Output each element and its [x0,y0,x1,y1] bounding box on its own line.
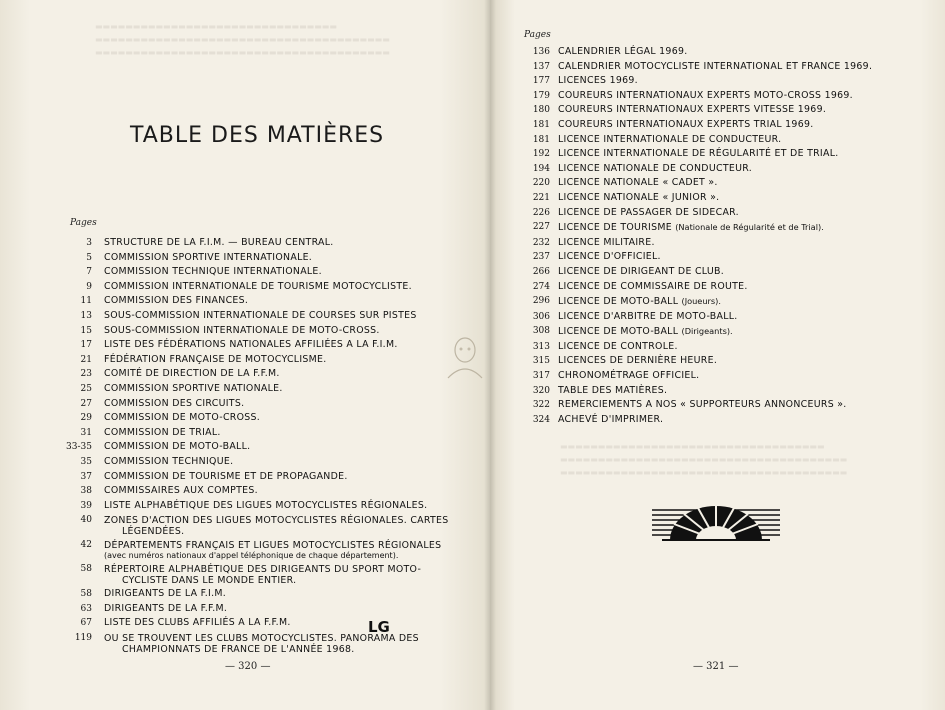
toc-entry-title: ACHEVÉ D'IMPRIMER. [558,413,664,425]
left-toc-list [40,236,470,656]
toc-entry [40,280,470,295]
toc-page-number: 306 [532,311,550,322]
toc-entry-text [104,587,470,602]
toc-entry [40,324,470,339]
toc-page-number: 313 [532,341,550,352]
toc-entry [40,587,470,602]
toc-page-number: 3 [86,238,92,248]
toc-entry-text [558,236,932,251]
show-through-text: ▬▬▬▬▬▬▬▬▬▬▬▬▬▬▬▬▬▬▬▬▬▬▬▬▬▬▬▬▬▬▬▬ ▬▬▬▬▬▬▬▬▬▬▬▬▬▬▬▬▬▬▬▬▬▬▬▬▬▬▬▬▬▬▬▬▬▬▬▬▬▬▬ ▬▬▬▬▬▬▬▬▬▬▬▬▬▬▬▬▬▬▬▬▬▬▬▬▬▬▬▬▬▬▬▬▬▬▬▬▬▬▬ [95,22,390,57]
toc-entry [522,191,932,206]
toc-entry-text [558,45,932,60]
toc-entry-title: COMMISSION SPORTIVE NATIONALE. [104,382,283,394]
toc-entry-title: LICENCE DE PASSAGER DE SIDECAR. [558,206,739,218]
toc-page-number: 194 [532,163,550,174]
toc-page-number: 181 [532,134,550,145]
toc-entry-text [104,515,470,537]
toc-entry [40,440,470,455]
toc-entry [40,631,470,656]
toc-entry-text [558,280,932,295]
lg-stamp: LG [368,618,390,636]
portrait-icon [440,330,490,380]
toc-page-number: 7 [86,267,92,278]
toc-entry-text [558,162,932,177]
toc-entry [40,426,470,441]
toc-entry [522,89,932,104]
toc-entry-title: COMMISSION TECHNIQUE. [104,455,234,467]
toc-entry [40,382,470,397]
toc-page-number: 15 [80,325,92,336]
toc-entry-title: LISTE DES FÉDÉRATIONS NATIONALES AFFILIÉES A LA F.I.M. [104,339,398,351]
toc-entry [522,265,932,280]
toc-page-number: 31 [80,427,92,438]
toc-entry-text [558,369,932,384]
toc-page-number: 58 [80,589,92,600]
toc-entry-text [104,338,470,353]
toc-entry-title: LICENCE NATIONALE « JUNIOR ». [558,191,720,203]
toc-entry-text [104,602,470,617]
toc-entry [522,250,932,265]
toc-entry-text [104,616,470,631]
toc-entry-text [104,440,470,455]
toc-entry-text [558,354,932,369]
toc-entry-title: COMMISSION DE MOTO-CROSS. [104,412,261,424]
toc-entry-title: CHRONOMÉTRAGE OFFICIEL. [558,370,700,382]
toc-entry-title: COMMISSION DE TRIAL. [104,426,221,438]
toc-entry [40,513,470,538]
toc-entry-text [558,384,932,399]
toc-page-number: 221 [532,192,550,203]
toc-page-number: 227 [532,222,550,233]
toc-page-number: 17 [80,340,92,351]
toc-page-number: 9 [86,281,92,292]
toc-entry [40,397,470,412]
toc-entry-text [558,413,932,428]
toc-entry [40,309,470,324]
toc-entry-title: LICENCE NATIONALE « CADET ». [558,177,718,189]
toc-entry [522,206,932,221]
toc-entry [40,538,470,562]
toc-entry-title: LICENCE INTERNATIONALE DE CONDUCTEUR. [558,133,782,145]
toc-entry-text [104,236,470,251]
toc-page-number: 308 [532,326,550,337]
toc-entry-title: COMMISSION DE TOURISME ET DE PROPAGANDE. [104,470,348,482]
toc-page-number: 37 [80,471,92,482]
toc-entry-title: LISTE ALPHABÉTIQUE DES LIGUES MOTOCYCLISTES RÉGIONALES. [104,499,428,511]
toc-entry-title: DÉPARTEMENTS FRANÇAIS ET LIGUES MOTOCYCLISTES RÉGIONALES [104,540,442,552]
toc-entry [522,413,932,428]
toc-entry [40,338,470,353]
toc-entry [522,162,932,177]
toc-entry-title: LICENCE DE COMMISSAIRE DE ROUTE. [558,280,748,292]
toc-entry [522,74,932,89]
toc-entry-title: OU SE TROUVENT LES CLUBS MOTOCYCLISTES. PANORAMA DES [104,633,419,645]
toc-entry [40,294,470,309]
toc-entry [40,411,470,426]
toc-entry-title: LICENCES 1969. [558,75,638,87]
toc-entry-text [104,633,470,655]
toc-entry-note: (Joueurs). [681,296,721,307]
toc-entry-text [558,310,932,325]
pages-column-label: Pages [524,30,551,40]
toc-entry-title: LICENCE DE DIRIGEANT DE CLUB. [558,265,725,277]
toc-entry-text [104,265,470,280]
toc-entry-text [104,426,470,441]
toc-entry [522,220,932,236]
toc-entry-title: LICENCE DE MOTO-BALL [558,326,679,338]
toc-entry [522,147,932,162]
toc-entry [40,265,470,280]
toc-page-number: 27 [80,398,92,409]
toc-entry-title: COUREURS INTERNATIONAUX EXPERTS VITESSE 1969. [558,104,827,116]
toc-entry-text [104,382,470,397]
toc-entry-title: COMMISSION DES CIRCUITS. [104,397,245,409]
toc-entry [40,470,470,485]
toc-entry-title: LICENCE INTERNATIONALE DE RÉGULARITÉ ET DE TRIAL. [558,148,839,160]
toc-page-number: 179 [532,90,550,101]
toc-entry-note: (Dirigeants). [681,326,733,337]
toc-entry-text [104,499,470,514]
toc-entry-note: (Nationale de Régularité et de Trial). [675,222,824,233]
toc-entry-text [558,133,932,148]
toc-entry-title: SOUS-COMMISSION INTERNATIONALE DE COURSES SUR PISTES [104,309,417,321]
toc-entry [522,369,932,384]
toc-entry [522,133,932,148]
toc-page-number: 40 [80,515,92,526]
toc-page-number: 33-35 [66,442,92,453]
toc-entry [40,616,470,631]
toc-entry-text [558,176,932,191]
toc-page-number: 320 [532,385,550,396]
toc-entry-title: COMMISSION TECHNIQUE INTERNATIONALE. [104,266,322,278]
toc-entry-title: LICENCE D'OFFICIEL. [558,251,661,263]
toc-entry [40,562,470,587]
right-page-number: — 321 — [693,661,739,672]
toc-entry-continuation: LÉGENDÉES. [122,526,185,538]
toc-page-number: 296 [532,296,550,307]
toc-entry [40,484,470,499]
toc-entry-text [104,353,470,368]
toc-entry [40,251,470,266]
page-title: TABLE DES MATIÈRES [130,123,385,148]
toc-entry-text [558,118,932,133]
toc-page-number: 137 [532,61,550,72]
toc-entry-text [558,103,932,118]
toc-entry-continuation: CHAMPIONNATS DE FRANCE DE L'ANNÉE 1968. [122,644,355,656]
toc-entry [522,340,932,355]
toc-entry [522,60,932,75]
toc-page-number: 232 [532,237,550,248]
toc-entry [522,176,932,191]
toc-entry-text [558,398,932,413]
toc-entry-title: SOUS-COMMISSION INTERNATIONALE DE MOTO-CROSS. [104,324,380,336]
toc-entry-text [558,206,932,221]
toc-entry-title: LICENCE NATIONALE DE CONDUCTEUR. [558,162,752,174]
right-toc-list [522,45,932,427]
toc-entry-note: (avec numéros nationaux d'appel téléphonique de chaque département). [104,551,399,561]
sunrise-emblem-icon [652,504,780,544]
toc-page-number: 324 [532,414,550,425]
toc-entry-text [104,309,470,324]
toc-entry-text [558,324,932,340]
toc-page-number: 13 [80,310,92,321]
toc-page-number: 322 [532,400,550,411]
toc-entry-title: COMMISSAIRES AUX COMPTES. [104,485,258,497]
toc-entry [522,310,932,325]
toc-entry [522,118,932,133]
toc-entry-text [558,250,932,265]
toc-entry-text [104,397,470,412]
toc-entry-title: TABLE DES MATIÈRES. [558,384,668,396]
toc-page-number: 42 [80,540,92,551]
toc-entry-text [104,564,470,586]
toc-page-number: 136 [532,47,550,57]
toc-entry-text [558,191,932,206]
toc-page-number: 67 [80,618,92,629]
toc-entry-title: LICENCES DE DERNIÈRE HEURE. [558,355,718,367]
toc-entry-title: LICENCE MILITAIRE. [558,236,655,248]
toc-page-number: 317 [532,371,550,382]
left-page-number: — 320 — [225,661,271,672]
toc-entry-text [104,251,470,266]
toc-entry-title: LICENCE DE TOURISME [558,222,672,234]
toc-entry-title: COUREURS INTERNATIONAUX EXPERTS TRIAL 1969. [558,118,814,130]
toc-entry-title: DIRIGEANTS DE LA F.F.M. [104,602,228,614]
toc-entry [40,353,470,368]
show-through-text: ▬▬▬▬▬▬▬▬▬▬▬▬▬▬▬▬▬▬▬▬▬▬▬▬▬▬▬▬▬▬▬▬▬▬▬ ▬▬▬▬▬▬▬▬▬▬▬▬▬▬▬▬▬▬▬▬▬▬▬▬▬▬▬▬▬▬▬▬▬▬▬▬▬▬ ▬▬▬▬▬▬▬▬▬▬▬▬▬▬▬▬▬▬▬▬▬▬▬▬▬▬▬▬▬▬▬▬▬▬▬▬▬▬ [560,442,848,477]
toc-page-number: 29 [80,413,92,424]
toc-entry-text [558,265,932,280]
toc-entry-title: COUREURS INTERNATIONAUX EXPERTS MOTO-CROSS 1969. [558,89,853,101]
toc-entry-title: DIRIGEANTS DE LA F.I.M. [104,588,227,600]
toc-entry-text [104,484,470,499]
toc-entry-text [558,294,932,310]
toc-page-number: 25 [80,383,92,394]
toc-entry-text [558,147,932,162]
toc-entry-text [104,411,470,426]
toc-page-number: 180 [532,105,550,116]
toc-entry-title: CALENDRIER MOTOCYCLISTE INTERNATIONAL ET FRANCE 1969. [558,60,873,72]
toc-page-number: 274 [532,281,550,292]
toc-entry [522,398,932,413]
toc-entry [40,455,470,470]
toc-page-number: 58 [80,564,92,575]
toc-page-number: 226 [532,207,550,218]
toc-entry [40,236,470,251]
toc-entry-title: CALENDRIER LÉGAL 1969. [558,46,688,57]
toc-entry-title: COMMISSION DES FINANCES. [104,295,249,307]
toc-entry-text [104,294,470,309]
toc-entry-text [558,60,932,75]
toc-entry-title: STRUCTURE DE LA F.I.M. — BUREAU CENTRAL. [104,237,334,248]
toc-entry-title: RÉPERTOIRE ALPHABÉTIQUE DES DIRIGEANTS DU SPORT MOTO- [104,564,422,576]
toc-page-number: 237 [532,252,550,263]
toc-entry-title: LICENCE DE MOTO-BALL [558,296,679,308]
toc-entry-text [104,367,470,382]
toc-page-number: 181 [532,119,550,130]
toc-entry-text [104,455,470,470]
toc-page-number: 177 [532,76,550,87]
toc-entry-title: COMMISSION INTERNATIONALE DE TOURISME MOTOCYCLISTE. [104,280,412,292]
toc-entry-title: COMMISSION SPORTIVE INTERNATIONALE. [104,251,313,263]
toc-page-number: 315 [532,356,550,367]
toc-page-number: 38 [80,486,92,497]
toc-page-number: 5 [86,252,92,263]
toc-entry-text [558,340,932,355]
toc-page-number: 11 [80,296,92,307]
toc-page-number: 119 [74,633,92,644]
pages-column-label: Pages [70,218,97,228]
toc-page-number: 23 [80,369,92,380]
toc-entry-title: LICENCE D'ARBITRE DE MOTO-BALL. [558,310,738,322]
toc-entry-text [104,540,470,561]
toc-entry [522,354,932,369]
toc-entry-text [104,280,470,295]
toc-entry [522,294,932,310]
toc-entry-title: COMITÉ DE DIRECTION DE LA F.F.M. [104,368,280,380]
toc-entry-continuation: CYCLISTE DANS LE MONDE ENTIER. [122,575,297,587]
toc-entry [522,45,932,60]
toc-entry [522,236,932,251]
toc-entry-title: COMMISSION DE MOTO-BALL. [104,441,251,453]
toc-entry [522,103,932,118]
toc-entry [40,499,470,514]
toc-page-number: 63 [80,603,92,614]
toc-entry [40,602,470,617]
toc-entry-title: FÉDÉRATION FRANÇAISE DE MOTOCYCLISME. [104,353,327,365]
toc-entry-title: REMERCIEMENTS A NOS « SUPPORTEURS ANNONCEURS ». [558,399,847,411]
toc-page-number: 266 [532,266,550,277]
toc-page-number: 39 [80,500,92,511]
toc-entry [40,367,470,382]
toc-entry-text [104,324,470,339]
toc-entry [522,384,932,399]
toc-entry-title: ZONES D'ACTION DES LIGUES MOTOCYCLISTES RÉGIONALES. CARTES [104,515,449,527]
toc-entry-text [104,470,470,485]
toc-page-number: 192 [532,149,550,160]
toc-entry-title: LISTE DES CLUBS AFFILIÉS A LA F.F.M. [104,617,291,629]
toc-entry-text [558,74,932,89]
toc-page-number: 220 [532,178,550,189]
toc-page-number: 35 [80,456,92,467]
toc-entry-title: LICENCE DE CONTROLE. [558,340,678,352]
toc-entry-text [558,220,932,236]
toc-page-number: 21 [80,354,92,365]
toc-entry [522,280,932,295]
toc-entry [522,324,932,340]
toc-entry-text [558,89,932,104]
